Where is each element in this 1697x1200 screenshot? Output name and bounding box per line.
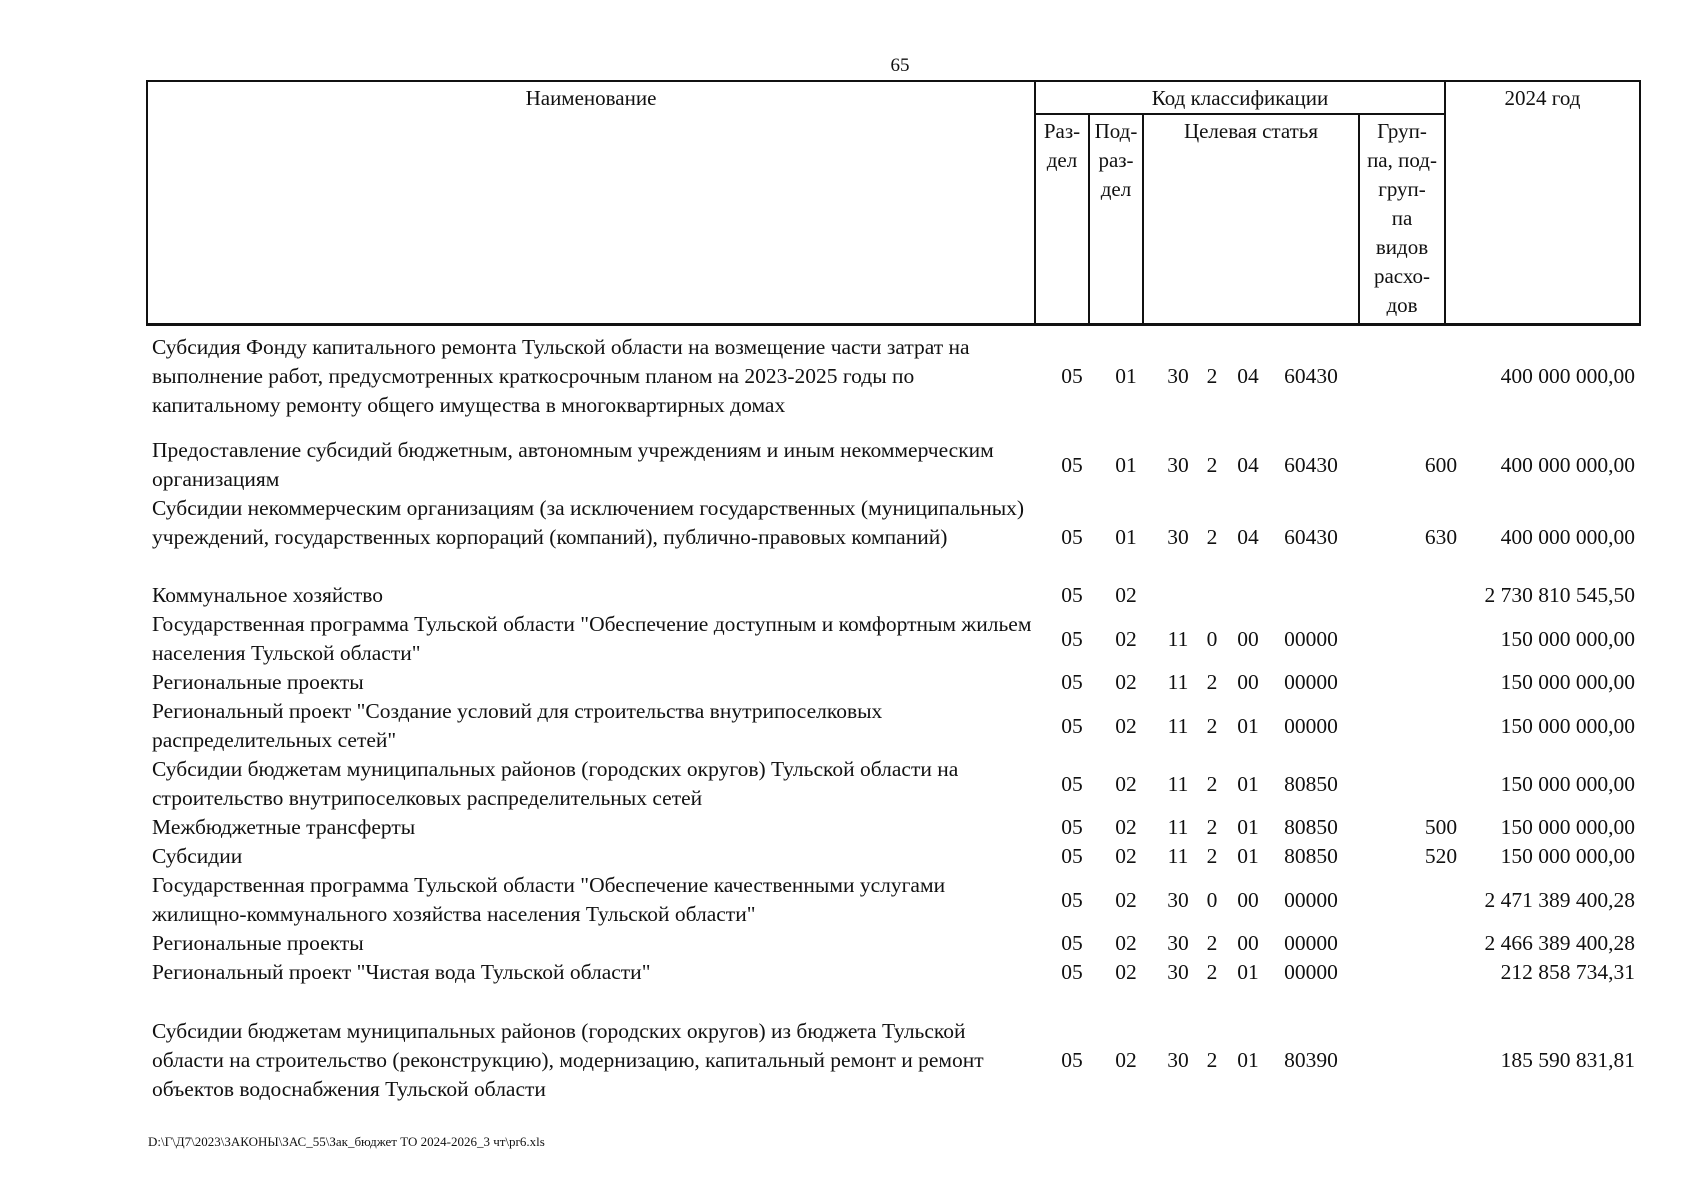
table-row <box>150 1017 1640 1104</box>
cell-podrazdel: 02 <box>1115 888 1137 912</box>
cell-direction: 60430 <box>1284 453 1338 477</box>
file-path-footer: D:\Г\Д7\2023\ЗАКОНЫ\ЗАС_55\Зак_бюджет ТО 2024-2026_3 чт\pr6.xls <box>148 1134 545 1149</box>
header-name: Наименование <box>147 81 1035 324</box>
cell-direction: 00000 <box>1284 627 1338 651</box>
cell-name: Межбюджетные трансферты <box>152 815 416 839</box>
cell-type: 2 <box>1206 1048 1218 1072</box>
cell-podrazdel: 02 <box>1115 844 1137 868</box>
cell-vid-rashodov: 520 <box>1424 844 1458 868</box>
cell-type: 2 <box>1206 670 1218 694</box>
header-podrazdel: Под- раз- дел <box>1089 114 1143 324</box>
cell-podrazdel: 01 <box>1115 364 1137 388</box>
cell-name: Региональные проекты <box>152 670 364 694</box>
cell-subprogram: 04 <box>1237 525 1259 549</box>
table-row <box>150 755 1640 813</box>
cell-direction: 00000 <box>1284 960 1338 984</box>
cell-program: 11 <box>1167 670 1189 694</box>
cell-direction: 00000 <box>1284 714 1338 738</box>
cell-podrazdel: 02 <box>1115 772 1137 796</box>
cell-podrazdel: 02 <box>1115 815 1137 839</box>
cell-type: 0 <box>1206 627 1218 651</box>
cell-razdel: 05 <box>1061 960 1083 984</box>
table-row <box>150 958 1640 987</box>
cell-subprogram: 01 <box>1237 714 1259 738</box>
page-number: 65 <box>890 55 910 76</box>
header-razdel: Раз- дел <box>1035 114 1089 324</box>
cell-subprogram: 00 <box>1237 627 1259 651</box>
cell-subprogram: 01 <box>1237 772 1259 796</box>
table-row <box>150 436 1640 494</box>
table-row <box>150 581 1640 610</box>
cell-podrazdel: 02 <box>1115 670 1137 694</box>
cell-razdel: 05 <box>1061 453 1083 477</box>
cell-razdel: 05 <box>1061 714 1083 738</box>
cell-vid-rashodov: 630 <box>1424 525 1458 549</box>
cell-subprogram: 01 <box>1237 815 1259 839</box>
cell-program: 30 <box>1167 525 1189 549</box>
cell-name: Региональный проект "Создание условий для строительства внутрипоселковых распределительных сетей" <box>152 699 883 752</box>
cell-type: 2 <box>1206 844 1218 868</box>
table-row <box>150 494 1640 581</box>
table-row <box>150 813 1640 842</box>
cell-vid-rashodov: 500 <box>1424 815 1458 839</box>
cell-vid-rashodov: 600 <box>1424 453 1458 477</box>
cell-razdel: 05 <box>1061 627 1083 651</box>
cell-amount: 2 730 810 545,50 <box>1484 583 1635 607</box>
cell-program: 30 <box>1167 888 1189 912</box>
cell-subprogram: 01 <box>1237 844 1259 868</box>
table-row <box>150 842 1640 871</box>
table-row <box>150 610 1640 668</box>
cell-podrazdel: 01 <box>1115 453 1137 477</box>
cell-name: Региональный проект "Чистая вода Тульской области" <box>152 960 651 984</box>
cell-name: Коммунальное хозяйство <box>152 583 384 607</box>
cell-name: Субсидия Фонду капитального ремонта Тульской области на возмещение части затрат на выполнение работ, предусмотренных краткосрочным планом на 2023-2025 годы по капитальному ремонту общего имущества в многоквартирных домах <box>152 335 970 417</box>
header-celevaya-statya: Целевая статья <box>1143 114 1359 324</box>
cell-subprogram: 00 <box>1237 670 1259 694</box>
cell-amount: 2 466 389 400,28 <box>1484 931 1635 955</box>
cell-program: 11 <box>1167 844 1189 868</box>
cell-amount: 400 000 000,00 <box>1500 453 1635 477</box>
cell-type: 2 <box>1206 772 1218 796</box>
cell-type: 2 <box>1206 525 1218 549</box>
cell-direction: 80850 <box>1284 844 1338 868</box>
cell-subprogram: 00 <box>1237 931 1259 955</box>
cell-podrazdel: 02 <box>1115 714 1137 738</box>
cell-subprogram: 00 <box>1237 888 1259 912</box>
cell-program: 11 <box>1167 627 1189 651</box>
header-gruppa-vidov-rashodov: Груп- па, под- груп- па видов расхо- дов <box>1359 114 1445 324</box>
cell-amount: 150 000 000,00 <box>1500 627 1635 651</box>
cell-razdel: 05 <box>1061 815 1083 839</box>
cell-direction: 60430 <box>1284 525 1338 549</box>
cell-razdel: 05 <box>1061 1048 1083 1072</box>
cell-direction: 80390 <box>1284 1048 1338 1072</box>
cell-razdel: 05 <box>1061 364 1083 388</box>
cell-podrazdel: 01 <box>1115 525 1137 549</box>
cell-type: 2 <box>1206 453 1218 477</box>
cell-name: Субсидии <box>152 844 243 868</box>
cell-razdel: 05 <box>1061 931 1083 955</box>
table-row <box>150 871 1640 929</box>
cell-name: Государственная программа Тульской области "Обеспечение доступным и комфортным жильем населения Тульской области" <box>152 612 1032 665</box>
cell-name: Субсидии бюджетам муниципальных районов (городских округов) Тульской области на строительство внутрипоселковых распределительных сетей <box>152 757 959 810</box>
cell-razdel: 05 <box>1061 772 1083 796</box>
cell-program: 11 <box>1167 714 1189 738</box>
cell-direction: 80850 <box>1284 815 1338 839</box>
cell-type: 0 <box>1206 888 1218 912</box>
cell-razdel: 05 <box>1061 583 1083 607</box>
cell-amount: 150 000 000,00 <box>1500 844 1635 868</box>
cell-razdel: 05 <box>1061 525 1083 549</box>
cell-type: 2 <box>1206 815 1218 839</box>
cell-program: 30 <box>1167 364 1189 388</box>
cell-name: Предоставление субсидий бюджетным, автономным учреждениям и иным некоммерческим организациям <box>152 438 994 491</box>
cell-amount: 150 000 000,00 <box>1500 772 1635 796</box>
cell-direction: 00000 <box>1284 888 1338 912</box>
table-row <box>150 668 1640 697</box>
table-row <box>150 929 1640 958</box>
cell-amount: 212 858 734,31 <box>1500 960 1635 984</box>
cell-type: 2 <box>1206 714 1218 738</box>
cell-type: 2 <box>1206 364 1218 388</box>
cell-amount: 150 000 000,00 <box>1500 815 1635 839</box>
cell-program: 30 <box>1167 1048 1189 1072</box>
cell-type: 2 <box>1206 960 1218 984</box>
cell-amount: 185 590 831,81 <box>1500 1048 1635 1072</box>
header-year: 2024 год <box>1445 81 1640 324</box>
cell-razdel: 05 <box>1061 888 1083 912</box>
cell-razdel: 05 <box>1061 844 1083 868</box>
cell-direction: 60430 <box>1284 364 1338 388</box>
cell-podrazdel: 02 <box>1115 1048 1137 1072</box>
cell-amount: 150 000 000,00 <box>1500 670 1635 694</box>
cell-name: Региональные проекты <box>152 931 364 955</box>
cell-amount: 150 000 000,00 <box>1500 714 1635 738</box>
cell-podrazdel: 02 <box>1115 960 1137 984</box>
cell-razdel: 05 <box>1061 670 1083 694</box>
cell-podrazdel: 02 <box>1115 627 1137 651</box>
cell-amount: 2 471 389 400,28 <box>1484 888 1635 912</box>
cell-amount: 400 000 000,00 <box>1500 525 1635 549</box>
cell-program: 11 <box>1167 772 1189 796</box>
cell-subprogram: 01 <box>1237 1048 1259 1072</box>
cell-program: 11 <box>1167 815 1189 839</box>
cell-program: 30 <box>1167 931 1189 955</box>
cell-type: 2 <box>1206 931 1218 955</box>
cell-direction: 80850 <box>1284 772 1338 796</box>
table-row <box>150 697 1640 755</box>
cell-name: Субсидии некоммерческим организациям (за исключением государственных (муниципальных) учреждений, государственных корпораций (компаний), публично-правовых компаний) <box>152 496 1025 549</box>
cell-amount: 400 000 000,00 <box>1500 364 1635 388</box>
table-header <box>146 80 1641 326</box>
table-row <box>150 333 1640 420</box>
cell-podrazdel: 02 <box>1115 583 1137 607</box>
cell-name: Государственная программа Тульской области "Обеспечение качественными услугами жилищно-коммунального хозяйства населения Тульской области" <box>152 873 946 926</box>
cell-program: 30 <box>1167 453 1189 477</box>
cell-name: Субсидии бюджетам муниципальных районов (городских округов) из бюджета Тульской области на строительство (реконструкцию), модернизацию, капитальный ремонт и ремонт объектов водоснабжения Тульской области <box>152 1019 984 1101</box>
cell-direction: 00000 <box>1284 931 1338 955</box>
header-classification: Код классификации <box>1035 81 1445 114</box>
cell-program: 30 <box>1167 960 1189 984</box>
cell-subprogram: 04 <box>1237 364 1259 388</box>
cell-podrazdel: 02 <box>1115 931 1137 955</box>
cell-subprogram: 01 <box>1237 960 1259 984</box>
cell-direction: 00000 <box>1284 670 1338 694</box>
cell-subprogram: 04 <box>1237 453 1259 477</box>
